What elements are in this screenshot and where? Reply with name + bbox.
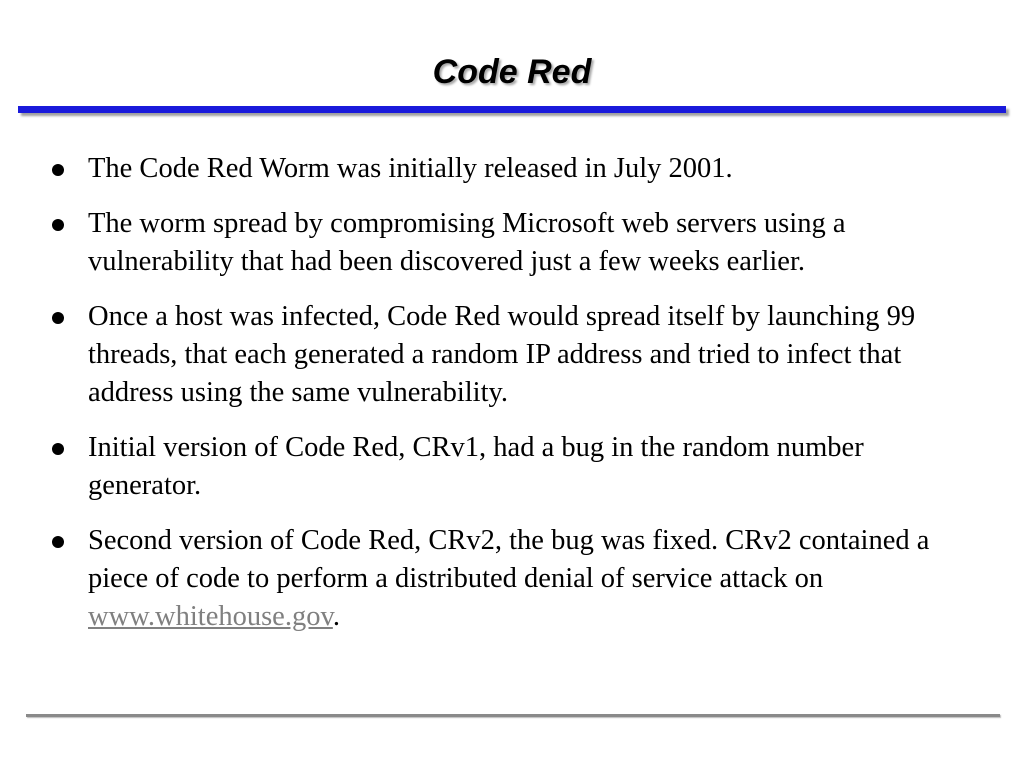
bullet-dot-icon [52, 219, 64, 231]
bullet-item [48, 298, 978, 412]
bullet-item [48, 150, 978, 188]
bullet-text [88, 525, 929, 632]
bullet-text: Once a host was infected, Code Red would spread itself by launching 99 threads, that each generated a random IP address and tried to infect that address using the same vulnerability. [88, 301, 916, 408]
bullet-dot-icon [52, 312, 64, 324]
bullet-text: The Code Red Worm was initially released in July 2001. [88, 153, 733, 184]
bullet-text: Initial version of Code Red, CRv1, had a bug in the random number generator. [88, 432, 864, 501]
bullet-text-before-link: Second version of Code Red, CRv2, the bug was fixed. CRv2 contained a piece of code to perform a distributed denial of service attack on [88, 525, 930, 594]
bullet-text-after-link: . [332, 601, 340, 632]
bullet-item [48, 522, 978, 636]
slide-title: Code Red [432, 53, 592, 91]
bullet-dot-icon [52, 164, 64, 176]
bullet-dot-icon [52, 443, 64, 455]
whitehouse-link[interactable]: www.whitehouse.gov [88, 601, 333, 632]
bullet-text: The worm spread by compromising Microsoft web servers using a vulnerability that had been discovered just a few weeks earlier. [88, 208, 846, 277]
bullet-list [48, 150, 978, 653]
title-divider [18, 106, 1006, 113]
bullet-dot-icon [52, 536, 64, 548]
bullet-item [48, 429, 978, 505]
footer-divider [26, 714, 1000, 717]
bullet-item [48, 205, 978, 281]
